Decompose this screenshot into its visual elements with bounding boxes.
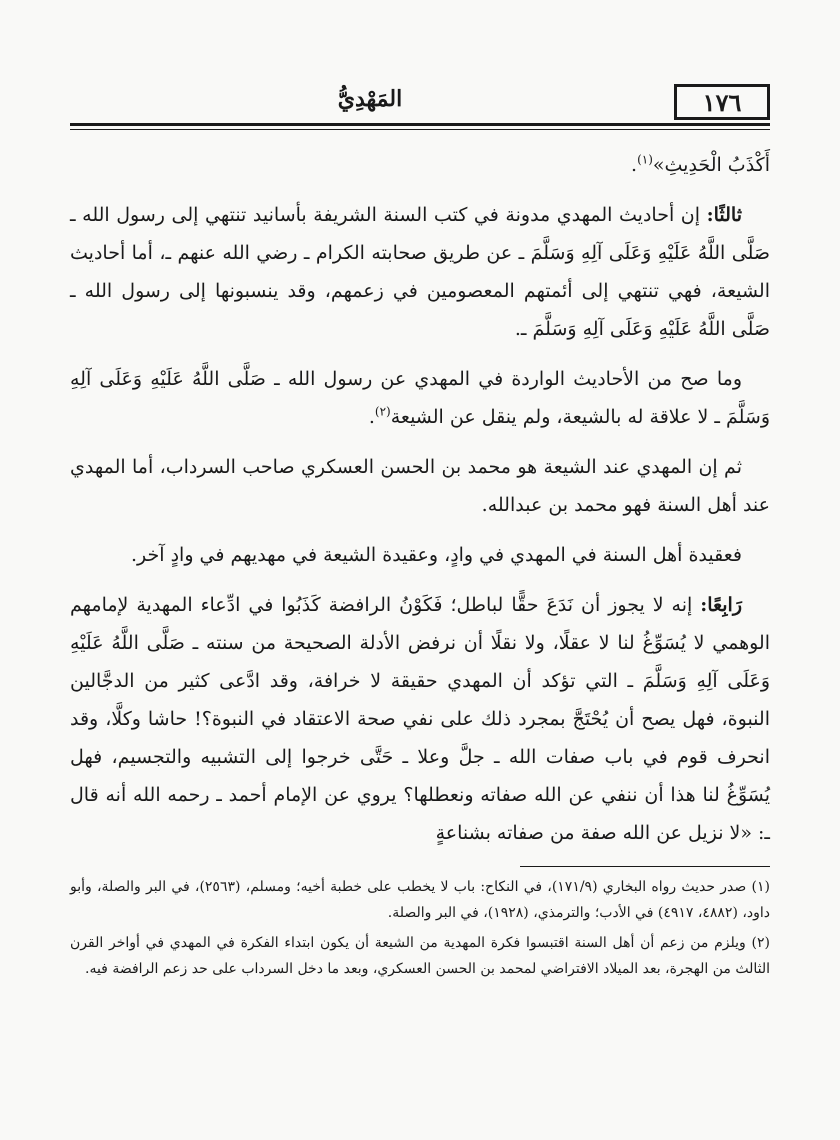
paragraph-lead: ثالثًا: [706, 204, 742, 226]
footnote-1: (١) صدر حديث رواه البخاري (١٧١/٩)، في النكاح: باب لا يخطب على خطبة أخيه؛ ومسلم، (٢٥٦٣)، في البر والصلة، وأبو داود، (٤٨٨٢، ٤٩١٧) في الأدب؛ والترمذي، (١٩٢٨)، في البر والصلة. [70, 879, 770, 921]
paragraph-continuation: أَكْذَبُ الْحَدِيثِ»$^{(١)}$. [631, 152, 770, 176]
running-title: المَهْدِيُّ [337, 86, 403, 112]
paragraph: فعقيدة أهل السنة في المهدي في وادٍ، وعقيدة الشيعة في مهديهم في وادٍ آخر. [131, 544, 742, 566]
footnote-ref-1: (١) [637, 152, 653, 167]
footnotes [70, 874, 770, 986]
body-text [70, 146, 770, 864]
footnote-ref-2: (٢) [374, 404, 391, 419]
page-header [70, 78, 770, 128]
paragraph: وما صح من الأحاديث الواردة في المهدي عن رسول الله ـ صَلَّى اللَّهُ عَلَيْهِ وَعَلَى آلِهِ وَسَلَّمَ ـ لا علاقة له بالشيعة، ولم ينقل عن الشيعة$^{(٢)}$. [70, 368, 770, 428]
paragraph-lead: رَابِعًا: [700, 594, 742, 616]
page-number: ١٧٦ [674, 84, 770, 120]
footnote-separator [520, 866, 770, 867]
footnote-2: (٢) ويلزم من زعم أن أهل السنة اقتبسوا فكرة المهدية من الشيعة أن يكون ابتداء الفكرة في المهدي في أواخر القرن الثالث من الهجرة، بعد الميلاد الافتراضي لمحمد بن الحسن العسكري، وبعد ما دخل السرداب على حد زعم الرافضة فيه. [70, 935, 770, 977]
header-rule-thin [70, 129, 770, 130]
paragraph-fourthly: رَابِعًا: إنه لا يجوز أن نَدَعَ حقًّا لباطل؛ فَكَوْنُ الرافضة كَذَبُوا في ادِّعاء المهدية لإمامهم الوهمي لا يُسَوِّغُ لنا لا عقلًا، ولا نقلًا أن نرفض الأدلة الصحيحة من سنته ـ صَلَّى اللَّهُ عَلَيْهِ وَعَلَى آلِهِ وَسَلَّمَ ـ التي تؤكد أن المهدي حقيقة لا خرافة، وقد ادَّعى كثير من الدجَّالين النبوة، فهل يصح أن يُحْتَجَّ بمجرد ذلك على نفي صحة الاعتقاد في النبوة؟! حاشا وكلَّا، وقد انحرف قوم في باب صفات الله ـ جلَّ وعلا ـ حَتَّى خرجوا إلى التشبيه والتجسيم، فهل يُسَوِّغُ لنا هذا أن ننفي عن الله صفاته ونعطلها؟ يروي عن الإمام أحمد ـ رحمه الله أنه قال ـ: «لا نزيل عن الله صفة من صفاته بشناعةٍ [70, 594, 770, 844]
header-rule-thick [70, 123, 770, 126]
paragraph-thirdly: ثالثًا: إن أحاديث المهدي مدونة في كتب السنة الشريفة بأسانيد تنتهي إلى رسول الله ـ صَلَّى اللَّهُ عَلَيْهِ وَعَلَى آلِهِ وَسَلَّمَ ـ عن طريق صحابته الكرام ـ رضي الله عنهم ـ، أما أحاديث الشيعة، فهي تنتهي إلى أئمتهم المعصومين في زعمهم، وقد ينسبونها إلى رسول الله ـ صَلَّى اللَّهُ عَلَيْهِ وَعَلَى آلِهِ وَسَلَّمَ ـ. [70, 204, 770, 340]
paragraph: ثم إن المهدي عند الشيعة هو محمد بن الحسن العسكري صاحب السرداب، أما المهدي عند أهل السنة فهو محمد بن عبدالله. [70, 456, 770, 516]
